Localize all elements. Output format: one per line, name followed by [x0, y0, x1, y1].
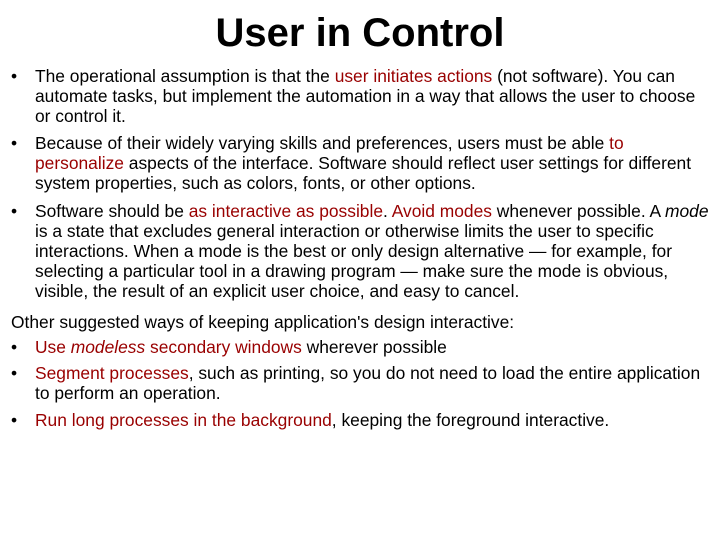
bullet-text: whenever possible. A [491, 201, 666, 221]
bullet-text: (not software). You can automate tasks, but implement the automation in a way that allows the user to choose or control it. [35, 66, 696, 126]
sub-bullet-segment [11, 363, 711, 403]
bullet-text: The operational assumption is that the [35, 66, 335, 86]
bullet-marker: • [11, 133, 18, 153]
emphasis-text: mode [665, 201, 709, 221]
bullet-text: Software should be [35, 201, 189, 221]
highlight-text: user initiates actions [334, 66, 493, 86]
bullet-marker: • [11, 410, 18, 430]
bullet-marker: • [11, 363, 18, 383]
highlight-text: Use [35, 337, 71, 357]
bullet-text: wherever possible [301, 337, 447, 357]
highlight-text: to personalize [35, 133, 624, 173]
highlight-text: Avoid modes [391, 201, 492, 221]
bullet-text: is a state that excludes general interaction or otherwise limits the user to specific interactions. When a mode is the best or only design alternative — for example, for selecting a particular tool in a drawing program — make sure the mode is obvious, visible, the result of an explicit user choice, and easy to cancel. [35, 221, 673, 301]
emphasis-text: modeless [70, 337, 146, 357]
bullet-text: aspects of the interface. Software should reflect user settings for different system properties, such as colors, fonts, or other options. [35, 153, 692, 193]
bullet-text: Because of their widely varying skills and preferences, users must be able [35, 133, 610, 153]
highlight-text: Run long processes in the background [35, 410, 332, 430]
slide-title: User in Control [215, 11, 505, 55]
highlight-text: as interactive as possible [188, 201, 384, 221]
slide-content [11, 66, 711, 430]
sub-bullet-background [11, 410, 711, 430]
bullet-marker: • [11, 337, 18, 357]
bullet-text: , keeping the foreground interactive. [331, 410, 610, 430]
bullet-interactive [11, 201, 711, 301]
sub-bullet-modeless [11, 337, 711, 357]
bullet-text: . [383, 201, 392, 221]
bullet-marker: • [11, 66, 18, 86]
highlight-text: Segment processes [35, 363, 189, 383]
bullet-text: , such as printing, so you do not need to load the entire application to perform an operation. [35, 363, 701, 403]
bullet-user-initiates [11, 66, 711, 126]
other-ways-intro: Other suggested ways of keeping application's design interactive: [11, 312, 515, 332]
highlight-text: secondary windows [145, 337, 302, 357]
bullet-marker: • [11, 201, 18, 221]
bullet-personalize [11, 133, 711, 193]
